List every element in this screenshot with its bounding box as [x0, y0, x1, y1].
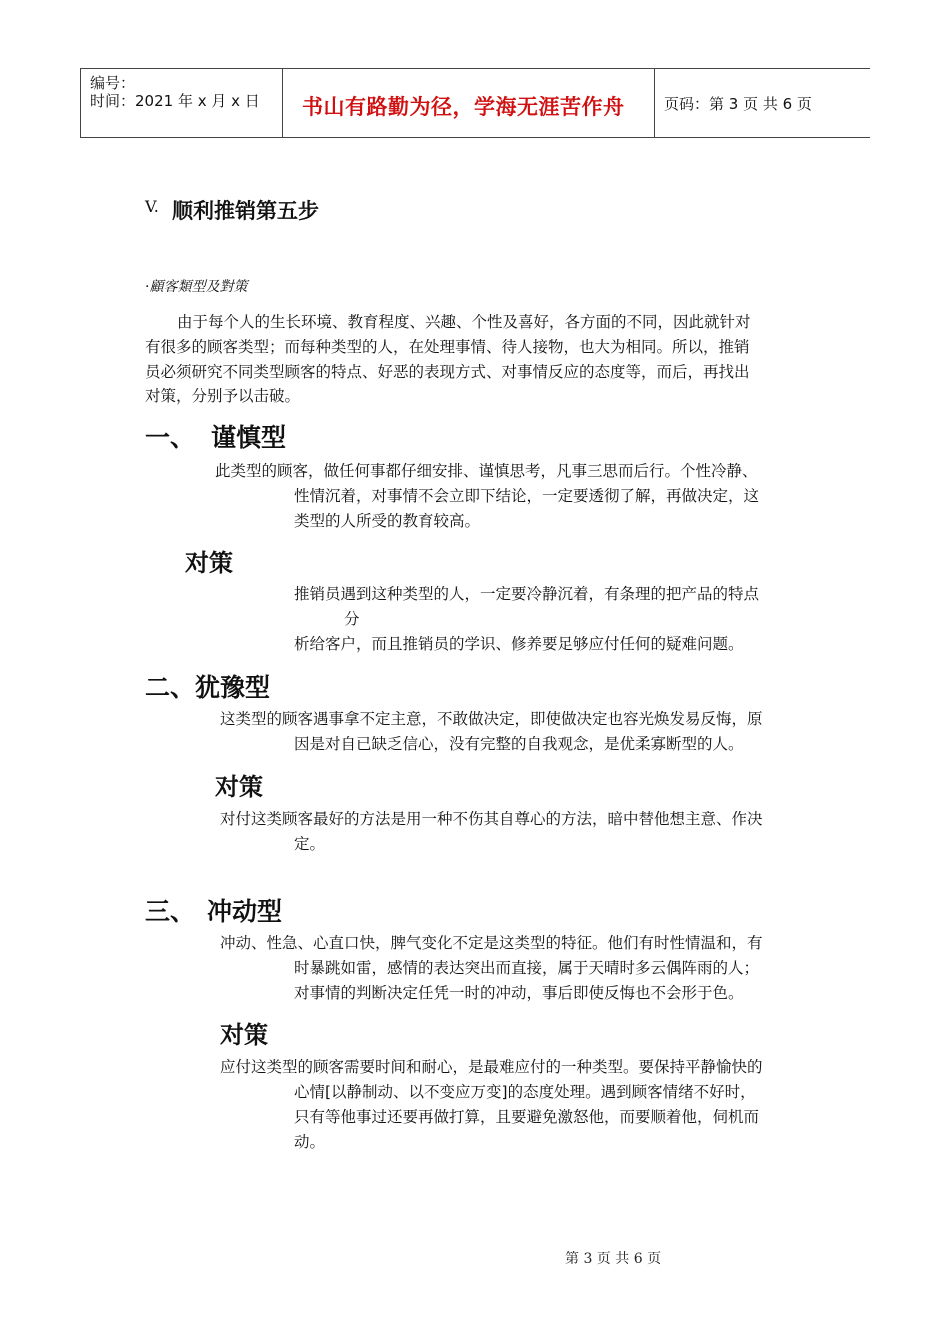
intro-line: 员必须研究不同类型顾客的特点、好恶的表现方式、对事情反应的态度等，而后，再找出 — [145, 363, 750, 381]
header-date-label: 时间：2021 年 x 月 x 日 — [90, 92, 260, 110]
type2-desc-line: 这类型的顾客遇事拿不定主意，不敢做决定，即使做决定也容光焕发易反悔，原 — [220, 710, 763, 728]
type2-strategy-line: 对付这类顾客最好的方法是用一种不伤其自尊心的方法，暗中替他想主意、作决 — [220, 810, 763, 828]
section-number: V. — [145, 197, 159, 216]
header-divider-2 — [654, 69, 655, 137]
header-number-label: 编号： — [90, 74, 136, 92]
section-subtitle: ·顧客類型及對策 — [145, 279, 248, 295]
type1-number: 一、 — [145, 423, 196, 452]
intro-line: 对策，分别予以击破。 — [145, 387, 301, 405]
type3-strategy-line: 只有等他事过还要再做打算，且要避免激怒他，而要顺着他，伺机而 — [294, 1108, 760, 1126]
header-page-label: 页码：第 3 页 共 6 页 — [664, 95, 812, 113]
type1-desc-line: 类型的人所受的教育较高。 — [294, 512, 481, 530]
type2-number: 二、 — [145, 673, 196, 702]
type3-desc-line: 对事情的判断决定任凭一时的冲动，事后即使反悔也不会形于色。 — [294, 984, 744, 1002]
type3-strategy-label: 对策 — [220, 1021, 268, 1049]
type3-name: 冲动型 — [207, 897, 283, 926]
intro-line: 由于每个人的生长环境、教育程度、兴趣、个性及喜好，各方面的不同，因此就针对 — [177, 313, 751, 331]
header-divider-left — [80, 69, 81, 137]
type3-desc-line: 时暴跳如雷，感情的表达突出而直接，属于天晴时多云偶阵雨的人； — [294, 959, 760, 977]
type3-desc-line: 冲动、性急、心直口快，脾气变化不定是这类型的特征。他们有时性情温和，有 — [220, 934, 763, 952]
type1-strategy-line: 析给客户，而且推销员的学识、修养要足够应付任何的疑难问题。 — [294, 635, 744, 653]
section-title: 顺利推销第五步 — [172, 199, 319, 223]
type2-strategy-label: 对策 — [215, 773, 263, 801]
type3-strategy-line: 动。 — [294, 1133, 326, 1151]
header-motto: 书山有路勤为径，学海无涯苦作舟 — [302, 95, 625, 119]
type1-strategy-line: 推销员遇到这种类型的人，一定要冷静沉着，有条理的把产品的特点 — [294, 585, 760, 603]
type1-desc-line: 性情沉着，对事情不会立即下结论，一定要透彻了解，再做决定，这 — [294, 487, 760, 505]
intro-line: 有很多的顾客类型；而每种类型的人，在处理事情、待人接物，也大为相同。所以，推销 — [145, 338, 750, 356]
type3-strategy-line: 心情[以静制动、以不变应万变]的态度处理。遇到顾客情绪不好时， — [294, 1083, 756, 1101]
type1-desc-line: 此类型的顾客，做任何事都仔细安排、谨慎思考，凡事三思而后行。个性冷静、 — [215, 462, 758, 480]
header-divider-1 — [282, 69, 283, 137]
type2-strategy-line: 定。 — [294, 835, 326, 853]
type1-strategy-line: 分 — [344, 610, 360, 628]
type3-number: 三、 — [145, 897, 196, 926]
type1-strategy-label: 对策 — [185, 549, 233, 577]
page-footer: 第 3 页 共 6 页 — [565, 1251, 662, 1267]
type3-strategy-line: 应付这类型的顾客需要时间和耐心，是最难应付的一种类型。要保持平静愉快的 — [220, 1058, 763, 1076]
type2-desc-line: 因是对自已缺乏信心，没有完整的自我观念，是优柔寡断型的人。 — [294, 735, 744, 753]
type2-name: 犹豫型 — [195, 673, 271, 702]
type1-name: 谨慎型 — [211, 423, 287, 452]
